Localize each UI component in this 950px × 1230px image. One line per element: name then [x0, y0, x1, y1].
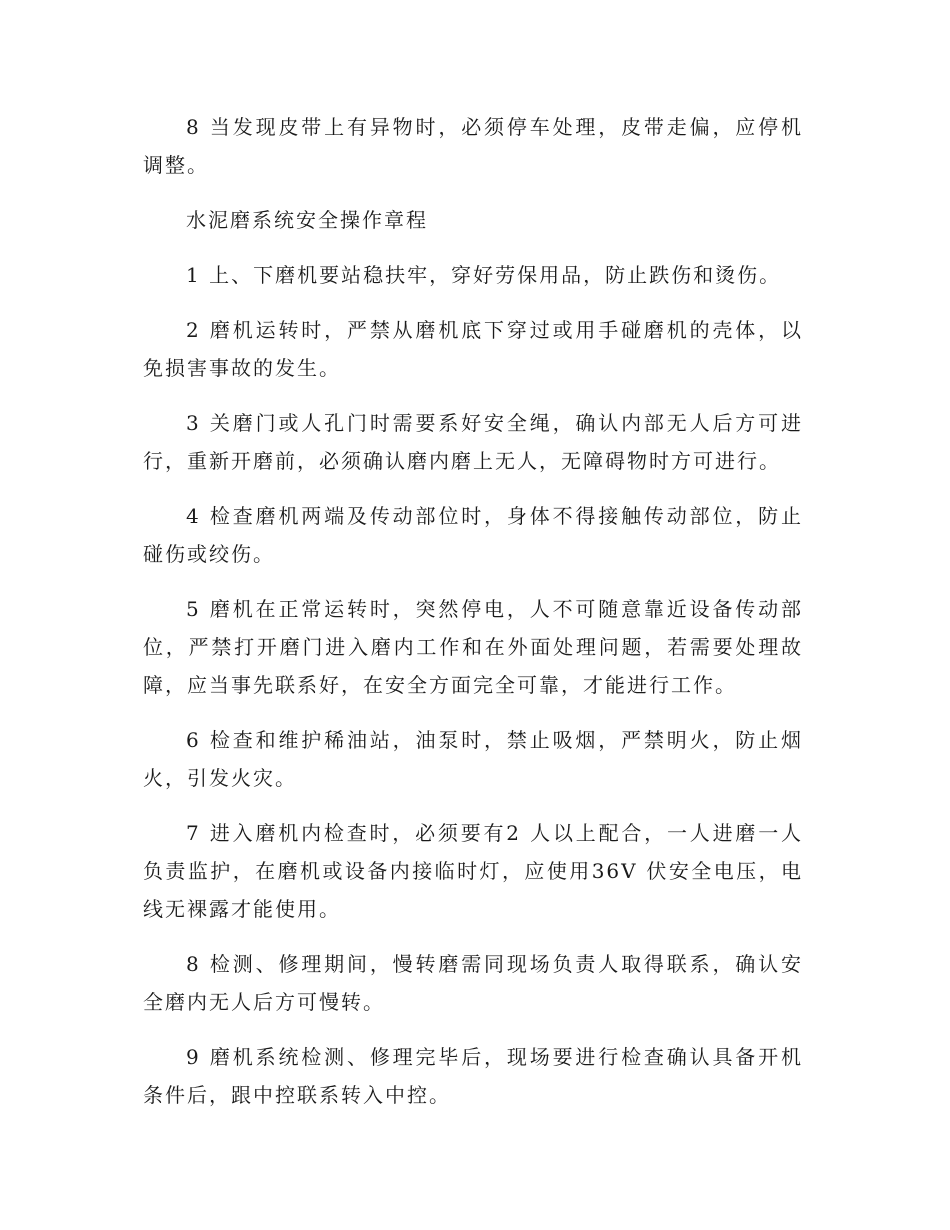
- paragraph-rule-4: 4 检查磨机两端及传动部位时，身体不得接触传动部位，防止碰伤或绞伤。: [143, 504, 803, 566]
- paragraph-rule-3: 3 关磨门或人孔门时需要系好安全绳，确认内部无人后方可进行，重新开磨前，必须确认磨内磨上无人，无障碍物时方可进行。: [143, 411, 803, 473]
- paragraph-rule-6: 6 检查和维护稀油站，油泵时，禁止吸烟，严禁明火，防止烟火，引发火灾。: [143, 728, 803, 790]
- section-heading: 水泥磨系统安全操作章程: [186, 208, 428, 232]
- paragraph-rule-7: 7 进入磨机内检查时，必须要有2 人以上配合，一人进磨一人负责监护，在磨机或设备内接临时灯，应使用36V 伏安全电压，电线无裸露才能使用。: [143, 821, 803, 921]
- document-body: [143, 108, 803, 1131]
- paragraph-belt-foreign-object: 8 当发现皮带上有异物时，必须停车处理，皮带走偏，应停机调整。: [143, 115, 803, 177]
- paragraph-rule-8: 8 检测、修理期间，慢转磨需同现场负责人取得联系，确认安全磨内无人后方可慢转。: [143, 952, 803, 1014]
- paragraph-rule-2: 2 磨机运转时，严禁从磨机底下穿过或用手碰磨机的壳体，以免损害事故的发生。: [143, 318, 803, 380]
- paragraph-rule-5: 5 磨机在正常运转时，突然停电，人不可随意靠近设备传动部位，严禁打开磨门进入磨内工作和在外面处理问题，若需要处理故障，应当事先联系好，在安全方面完全可靠，才能进行工作。: [143, 597, 803, 697]
- paragraph-rule-9: 9 磨机系统检测、修理完毕后，现场要进行检查确认具备开机条件后，跟中控联系转入中控。: [143, 1045, 803, 1107]
- paragraph-rule-1: 1 上、下磨机要站稳扶牢，穿好劳保用品，防止跌伤和烫伤。: [186, 263, 782, 287]
